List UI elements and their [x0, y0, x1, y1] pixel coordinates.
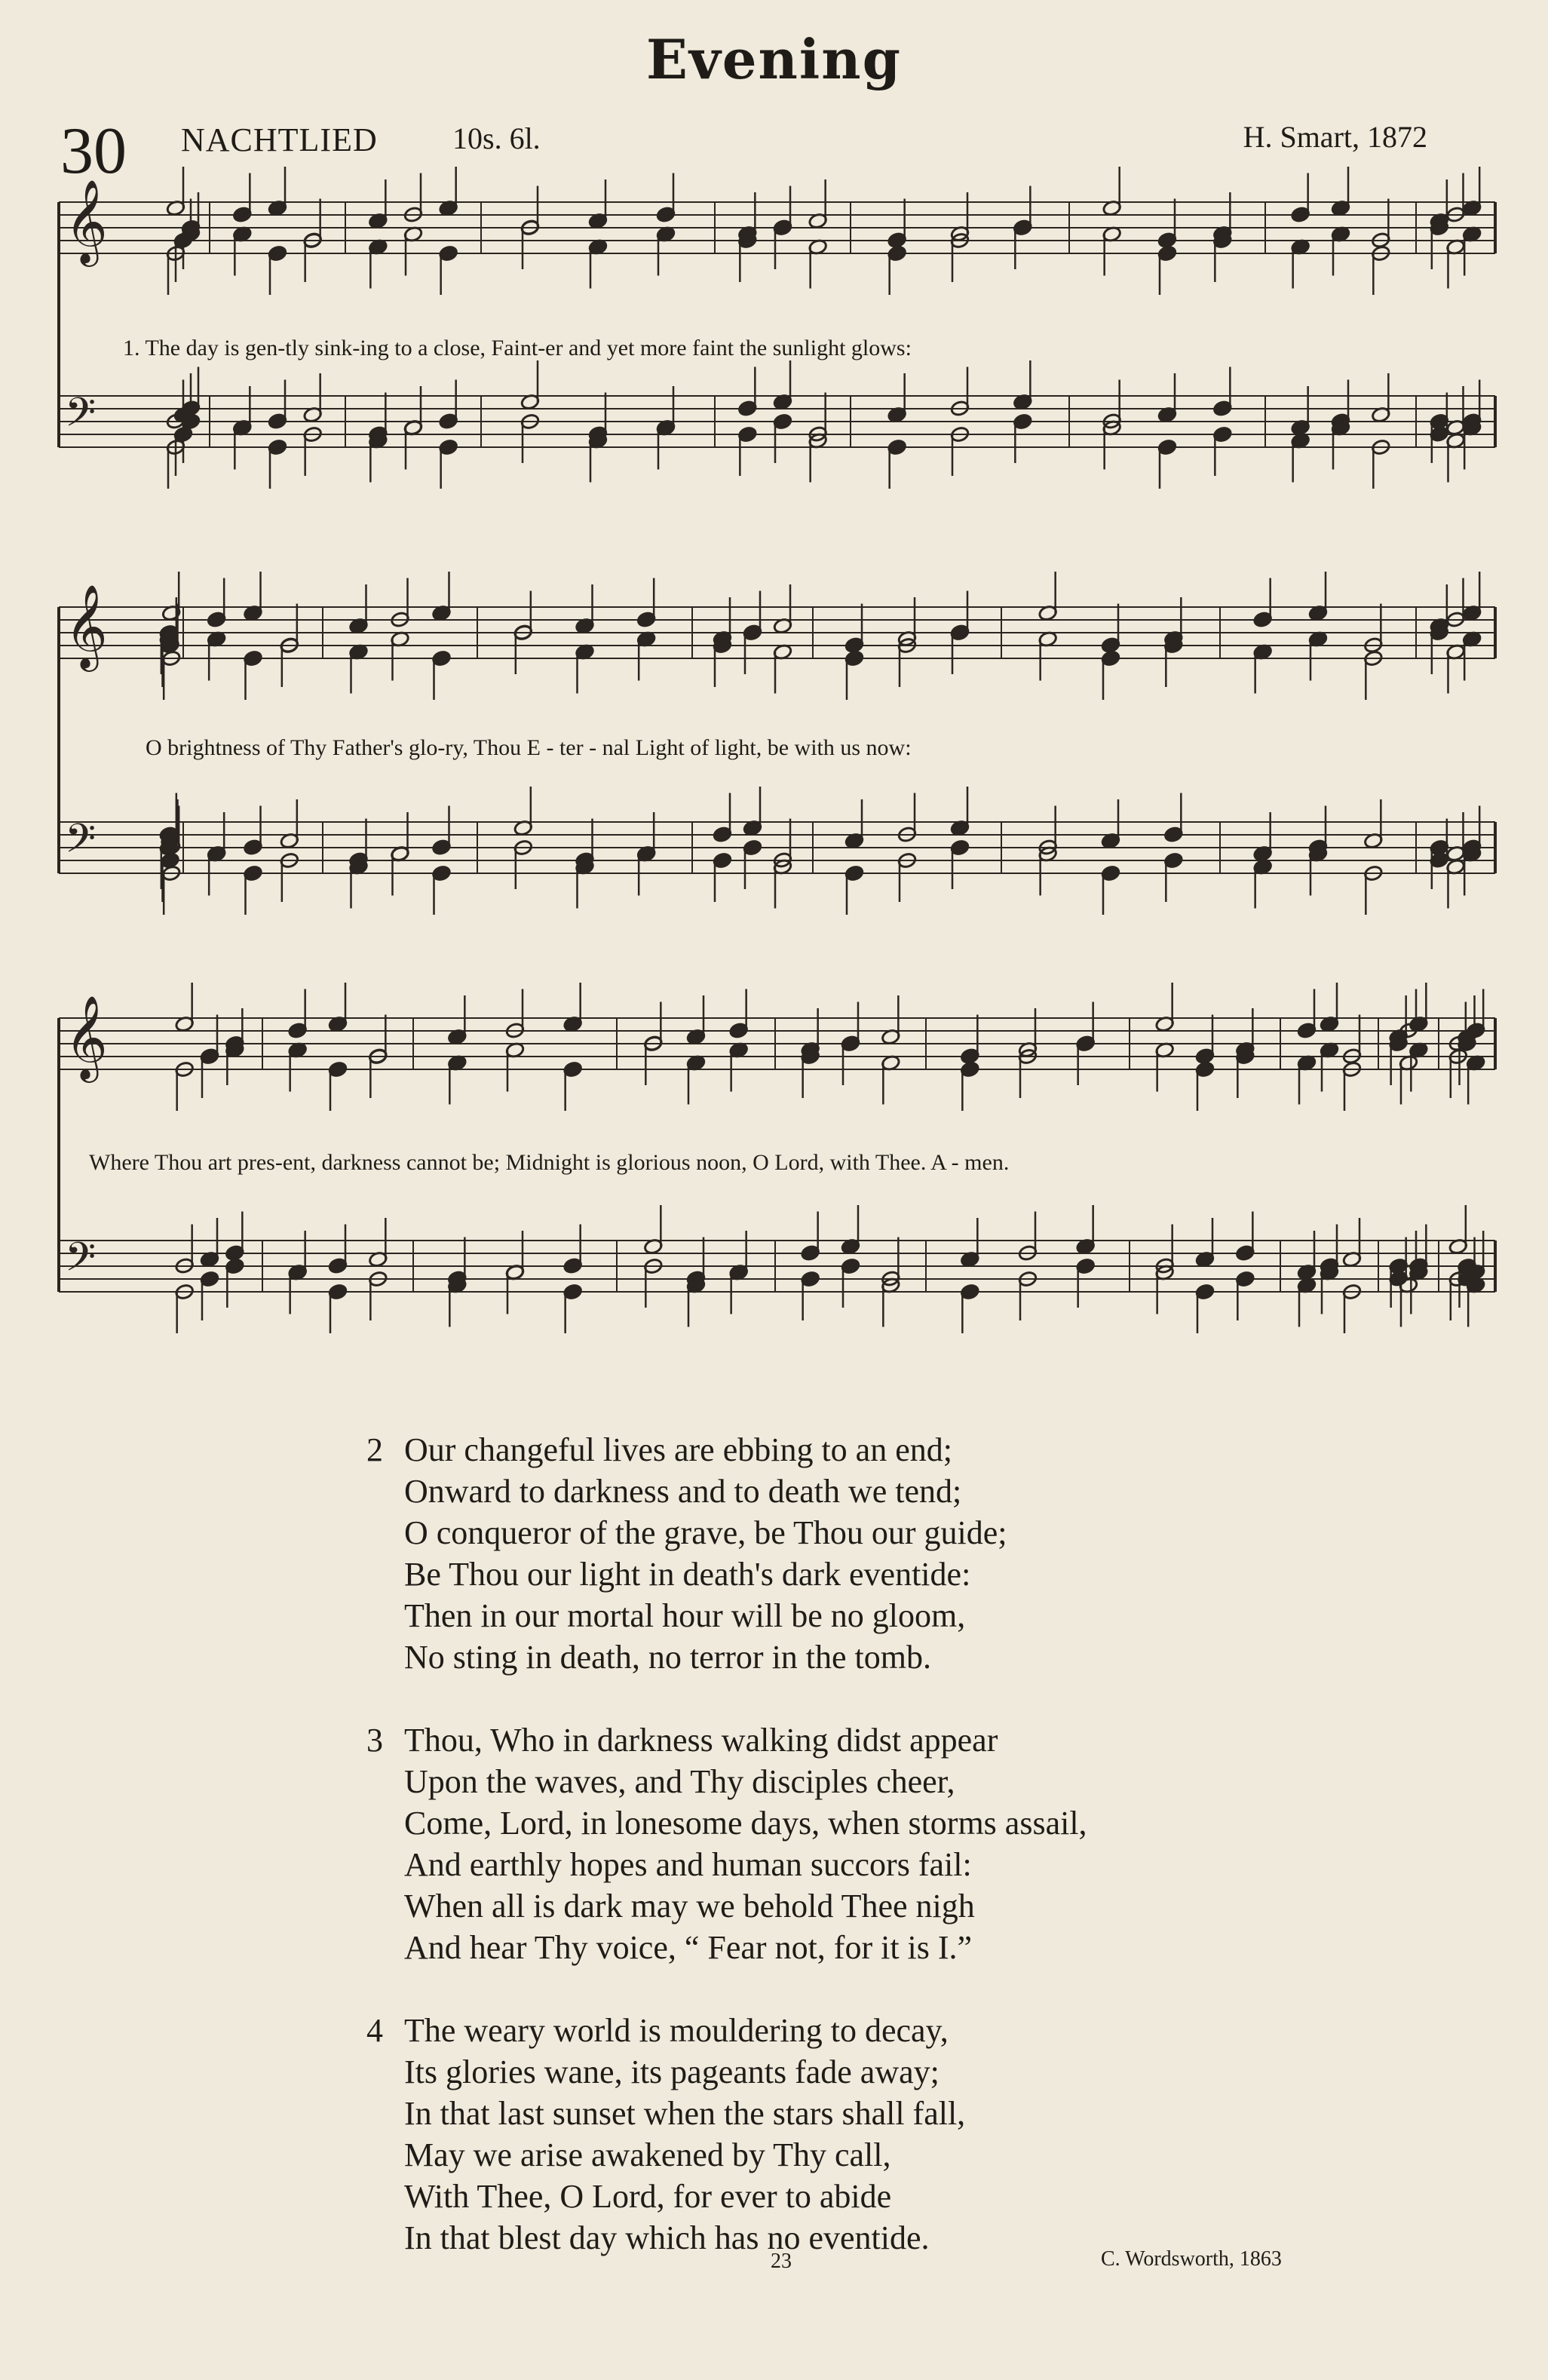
svg-text:𝄢: 𝄢 — [65, 816, 97, 872]
lyrics-line-1: 1. The day is gen-tly sink-ing to a close, Faint-er and yet more faint the sunlight glows: — [123, 336, 912, 360]
svg-text:𝄢: 𝄢 — [65, 1234, 97, 1290]
bass-staff — [59, 1205, 1495, 1333]
verse-line: May we arise awakened by Thy call, — [404, 2136, 891, 2173]
verse-line: No sting in death, no terror in the tomb. — [404, 1639, 931, 1676]
verse-4 — [366, 2010, 1087, 2259]
verse-line: Upon the waves, and Thy disciples cheer, — [404, 1763, 955, 1800]
hymn-number: 30 — [60, 115, 127, 188]
verse-line: Our changeful lives are ebbing to an end; — [404, 1431, 952, 1468]
text-author: C. Wordsworth, 1863 — [1101, 2247, 1282, 2271]
verse-line: With Thee, O Lord, for ever to abide — [404, 2178, 892, 2215]
music-system-1 — [59, 179, 1499, 490]
tune-name: NACHTLIED — [181, 121, 378, 158]
svg-text:𝄢: 𝄢 — [65, 390, 97, 446]
verse-line: O conqueror of the grave, be Thou our guide; — [404, 1514, 1007, 1551]
music-system-3 — [59, 995, 1499, 1346]
verse-number: 4 — [366, 2012, 383, 2049]
verse-line: Its glories wane, its pageants fade away; — [404, 2053, 940, 2090]
verse-line: Thou, Who in darkness walking didst appear — [404, 1722, 998, 1759]
lyrics-line-3: Where Thou art pres-ent, darkness cannot be; Midnight is glorious noon, O Lord, with Thee. A - men. — [89, 1150, 1010, 1175]
verse-number: 2 — [366, 1431, 383, 1468]
section-title: Evening — [646, 27, 902, 91]
svg-text:𝄞: 𝄞 — [65, 995, 108, 1079]
verse-3 — [366, 1719, 1087, 1968]
music-system-2 — [59, 584, 1499, 924]
verse-line: When all is dark may we behold Thee nigh — [404, 1888, 975, 1925]
lyrics-line-2: O brightness of Thy Father's glo-ry, Thou E - ter - nal Light of light, be with us now: — [146, 735, 912, 760]
verse-line: In that last sunset when the stars shall fall, — [404, 2095, 966, 2132]
verse-line: And earthly hopes and human succors fail: — [404, 1846, 972, 1883]
meter: 10s. 6l. — [452, 121, 541, 155]
verses — [366, 1429, 1087, 2300]
treble-staff — [59, 983, 1495, 1111]
verse-line: Be Thou our light in death's dark eventide: — [404, 1556, 971, 1593]
svg-text:𝄞: 𝄞 — [65, 584, 108, 668]
treble-staff — [59, 572, 1495, 700]
verse-line: The weary world is mouldering to decay, — [404, 2012, 949, 2049]
svg-text:𝄞: 𝄞 — [65, 179, 108, 263]
bass-staff — [59, 787, 1495, 915]
verse-line: In that blest day which has no eventide. — [404, 2219, 930, 2256]
verse-line: Onward to darkness and to death we tend; — [404, 1473, 962, 1510]
treble-staff — [59, 167, 1495, 295]
verse-number: 3 — [366, 1722, 383, 1759]
verse-line: Then in our mortal hour will be no gloom, — [404, 1597, 966, 1634]
composer: H. Smart, 1872 — [1243, 120, 1427, 154]
verse-line: Come, Lord, in lonesome days, when storms assail, — [404, 1805, 1087, 1842]
page-number: 23 — [771, 2250, 792, 2273]
bass-staff — [59, 360, 1495, 489]
verse-line: And hear Thy voice, “ Fear not, for it is I.” — [404, 1929, 973, 1966]
verse-2 — [366, 1429, 1087, 1678]
